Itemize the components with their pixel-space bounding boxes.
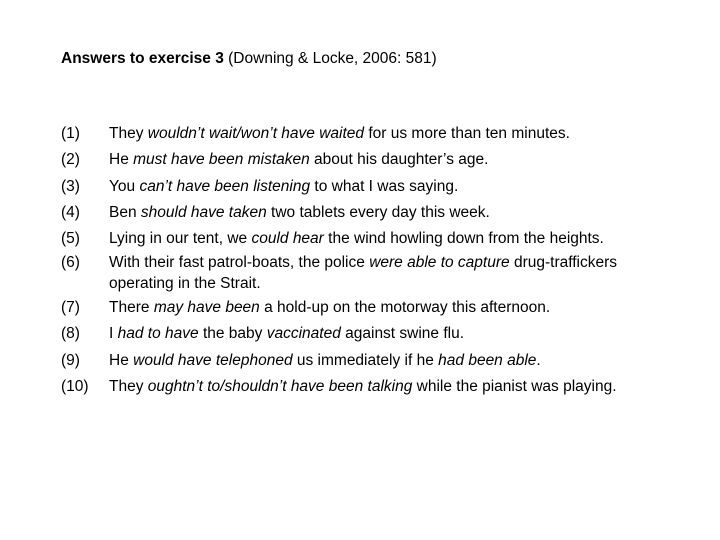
- answer-text: [109, 298, 661, 318]
- answer-item: [61, 229, 661, 249]
- answer-text: [109, 324, 661, 344]
- answer-segment: Lying in our tent, we: [109, 230, 252, 248]
- answer-segment: drug-traffickers operating in the Strait.: [109, 254, 618, 292]
- answer-list: [61, 124, 661, 403]
- answer-item: [61, 203, 661, 223]
- title-heading: Answers to exercise 3: [61, 50, 224, 67]
- answer-item: [61, 177, 661, 197]
- answer-segment: There: [109, 299, 154, 317]
- answer-number: (9): [61, 351, 80, 369]
- answer-number: (8): [61, 325, 80, 343]
- answer-segment: two tablets every day this week.: [266, 203, 490, 221]
- answer-segment-italic: would have telephoned: [133, 351, 293, 369]
- answer-text: [109, 203, 661, 223]
- answer-text: [109, 124, 661, 144]
- answer-text: [109, 253, 661, 294]
- answer-number: (10): [61, 377, 89, 395]
- answer-item: [61, 298, 661, 318]
- page-title: [61, 49, 437, 69]
- answer-segment: while the pianist was playing.: [412, 377, 617, 395]
- answer-segment: the baby: [198, 325, 267, 343]
- answer-number: (5): [61, 230, 80, 248]
- answer-number: (7): [61, 299, 80, 317]
- answer-text: [109, 377, 661, 397]
- answer-text: [109, 229, 661, 249]
- answer-item: [61, 377, 661, 397]
- answer-segment-italic: should have taken: [140, 203, 267, 221]
- answer-segment: about his daughter’s age.: [309, 151, 489, 169]
- answer-item: [61, 351, 661, 371]
- answer-segment-italic: vaccinated: [266, 325, 341, 343]
- answer-segment-italic: may have been: [153, 299, 260, 317]
- answer-segment: With their fast patrol-boats, the police: [109, 254, 370, 272]
- answer-segment: against swine flu.: [340, 325, 465, 343]
- answer-segment: Ben: [109, 203, 141, 221]
- answer-segment: He: [109, 351, 134, 369]
- answer-segment-italic: were able to capture: [369, 254, 510, 272]
- answer-segment-italic: could hear: [251, 230, 324, 248]
- answer-text: [109, 177, 661, 197]
- answer-segment-italic: must have been mistaken: [133, 151, 310, 169]
- answer-segment-italic: wouldn’t wait/won’t have waited: [147, 125, 365, 142]
- answer-segment-italic: had to have: [117, 325, 199, 343]
- answer-segment: He: [109, 151, 134, 169]
- title-citation: (Downing & Locke, 2006: 581): [223, 50, 437, 67]
- answer-segment: us immediately if he: [292, 351, 439, 369]
- answer-item: [61, 324, 661, 344]
- answer-segment: You: [109, 177, 140, 195]
- answer-segment: a hold-up on the motorway this afternoon.: [259, 299, 551, 317]
- answer-segment: They: [109, 125, 148, 142]
- answer-number: (1): [61, 125, 80, 142]
- answer-number: (2): [61, 151, 80, 169]
- answer-segment: .: [536, 351, 541, 369]
- answer-text: [109, 351, 661, 371]
- answer-item: [61, 124, 661, 144]
- answer-text: [109, 150, 661, 170]
- answer-segment-italic: can’t have been listening: [139, 177, 311, 195]
- answer-item: [61, 150, 661, 170]
- answer-segment: for us more than ten minutes.: [364, 125, 570, 142]
- answer-segment-italic: had been able: [438, 351, 537, 369]
- answer-segment: the wind howling down from the heights.: [323, 230, 604, 248]
- answer-number: (4): [61, 203, 80, 221]
- answer-segment: to what I was saying.: [310, 177, 459, 195]
- answer-segment-italic: oughtn’t to/shouldn’t have been talking: [147, 377, 413, 395]
- answer-segment: I: [109, 325, 118, 343]
- answer-item: [61, 253, 661, 294]
- answer-number: (6): [61, 254, 80, 272]
- answer-segment: They: [109, 377, 148, 395]
- answer-number: (3): [61, 177, 80, 195]
